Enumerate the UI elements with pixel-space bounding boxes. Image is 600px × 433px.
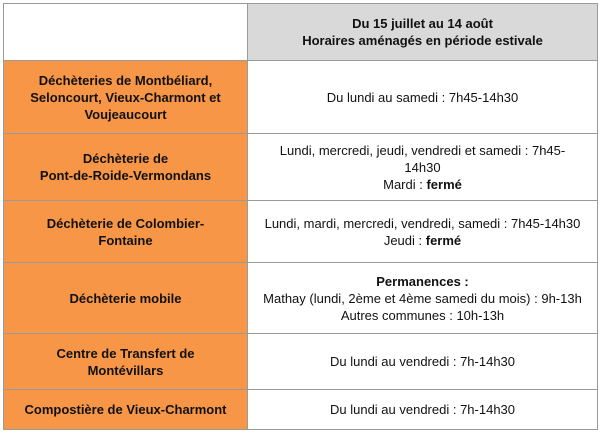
- site-name-line: Déchèterie de Colombier-: [46, 215, 205, 231]
- table-row: [4, 61, 598, 134]
- site-name-line: Déchèteries de Montbéliard,: [38, 72, 213, 88]
- site-name-line: Compostière de Vieux-Charmont: [24, 402, 227, 417]
- empty-corner-cell: [4, 4, 248, 61]
- hours-line: Du lundi au samedi : 7h45-14h30: [326, 89, 519, 105]
- hours-line: Mathay (lundi, 2ème et 4ème samedi du mois) : 9h-13h: [263, 290, 582, 306]
- hours-cell: [248, 334, 598, 390]
- hours-cell: [248, 390, 598, 430]
- hours-line: Autres communes : 10h-13h: [340, 307, 505, 323]
- site-cell: [4, 61, 248, 134]
- table-row: [4, 263, 598, 334]
- hours-line: Lundi, mercredi, jeudi, vendredi et samedi : 7h45-: [279, 142, 566, 158]
- table-row: [4, 201, 598, 263]
- site-name-line: Déchèterie de: [82, 151, 169, 166]
- site-name-line: Seloncourt, Vieux-Charmont et: [30, 89, 221, 105]
- header-row: [4, 4, 598, 61]
- hours-cell: [248, 201, 598, 263]
- site-cell: [4, 263, 248, 334]
- closed-status: fermé: [426, 176, 462, 192]
- table-row: [4, 334, 598, 390]
- hours-line: Du lundi au vendredi : 7h-14h30: [329, 354, 516, 369]
- table-row: [4, 134, 598, 201]
- permanences-title: Permanences :: [376, 273, 469, 289]
- closed-day-label: Mardi :: [383, 176, 427, 192]
- hours-line: Lundi, mardi, mercredi, vendredi, samedi : 7h45-14h30: [264, 215, 581, 231]
- site-cell: [4, 201, 248, 263]
- period-header-cell: [248, 4, 598, 61]
- schedule-table: [3, 3, 598, 430]
- site-name-line: Fontaine: [98, 232, 153, 248]
- closed-day-label: Jeudi :: [383, 232, 426, 248]
- hours-line: 14h30: [404, 159, 441, 175]
- site-name-line: Montévillars: [87, 362, 164, 378]
- site-name-line: Voujeaucourt: [84, 106, 167, 122]
- hours-cell: [248, 61, 598, 134]
- table-row: [4, 390, 598, 430]
- site-cell: [4, 390, 248, 430]
- site-name-line: Déchèterie mobile: [69, 290, 182, 306]
- closed-status: fermé: [425, 232, 462, 248]
- period-description: Horaires aménagés en période estivale: [302, 33, 543, 48]
- hours-line: Du lundi au vendredi : 7h-14h30: [329, 402, 516, 417]
- closed-day-line: [254, 176, 591, 193]
- hours-cell: [248, 263, 598, 334]
- schedule-container: [3, 3, 598, 430]
- site-cell: [4, 334, 248, 390]
- site-name-line: Centre de Transfert de: [56, 345, 195, 361]
- site-name-line: Pont-de-Roide-Vermondans: [39, 168, 212, 183]
- hours-cell: [248, 134, 598, 201]
- site-cell: [4, 134, 248, 201]
- closed-day-line: [254, 232, 591, 249]
- period-dates: Du 15 juillet au 14 août: [352, 16, 493, 31]
